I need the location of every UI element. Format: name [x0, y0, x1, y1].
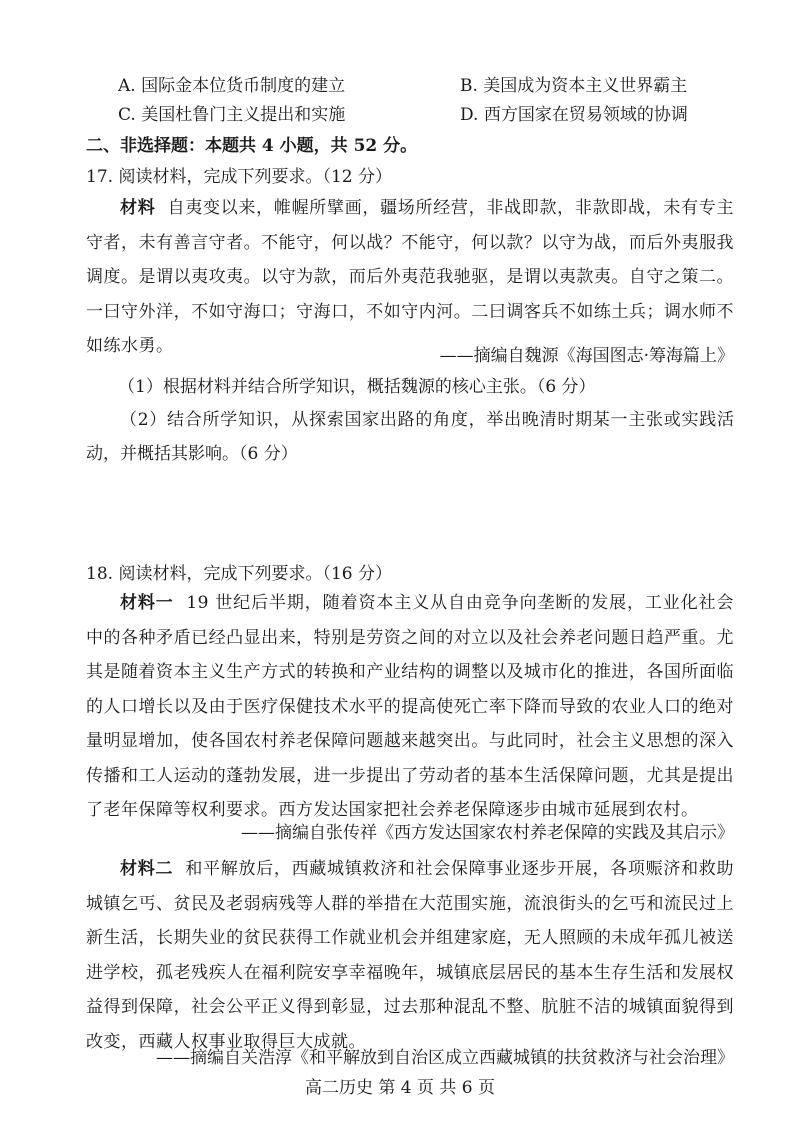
q18-material1	[86, 586, 734, 828]
page-footer: 高二历史 第 4 页 共 6 页	[304, 1078, 496, 1098]
q18-material2-label: 材料二	[120, 859, 174, 879]
q18-source2: ——摘编自关浩淳《和平解放到自治区成立西藏城镇的扶贫救济与社会治理》	[156, 1048, 734, 1068]
q18-source1: ——摘编自张传祥《西方发达国家农村养老保障的实践及其启示》	[241, 823, 734, 843]
q18-material2-text: 和平解放后，西藏城镇救济和社会保障事业逐步开展，各项赈济和救助城镇乞丐、贫民及老弱病残等人群的举措在大范围实施，流浪街头的乞丐和流民过上新生活，长期失业的贫民获得工作就业机会并组建家庭，无人照顾的未成年孤儿被送进学校，孤老残疾人在福利院安享幸福晚年，城镇底层居民的基本生存生活和发展权益得到保障，社会公平正义得到彰显，过去那种混乱不整、肮脏不洁的城镇面貌得到改变，西藏人权事业取得巨大成就。	[86, 859, 735, 1052]
option-b: B. 美国成为资本主义世界霸主	[460, 76, 688, 96]
q18-material2	[86, 852, 734, 1059]
option-d: D. 西方国家在贸易领域的协调	[460, 105, 688, 125]
section-heading: 二、非选择题：本题共 4 小题，共 52 分。	[86, 136, 418, 156]
q18-material1-text: 19 世纪后半期，随着资本主义从自由竞争向垄断的发展，工业化社会中的各种矛盾已经凸显出来，特别是劳资之间的对立以及社会养老问题日趋严重。尤其是随着资本主义生产方式的转换和产业结构的调整以及城市化的推进，各国所面临的人口增长以及由于医疗保健技术水平的提高使死亡率下降而导致的农业人口的绝对量明显增加，使各国农村养老保障问题越来越突出。与此同时，社会主义思想的深入传播和工人运动的蓬勃发展，进一步提出了劳动者的基本生活保障问题，尤其是提出了老年保障等权利要求。西方发达国家把社会养老保障逐步由城市延展到农村。	[86, 593, 735, 820]
q17-material	[86, 191, 734, 364]
q18-material1-label: 材料一	[120, 593, 174, 613]
option-c: C. 美国杜鲁门主义提出和实施	[118, 105, 346, 125]
q17-title: 17. 阅读材料，完成下列要求。（12 分）	[86, 167, 392, 187]
q18-title: 18. 阅读材料，完成下列要求。（16 分）	[86, 564, 392, 584]
option-a: A. 国际金本位货币制度的建立	[118, 76, 346, 96]
q17-sub1: （1）根据材料并结合所学知识，概括魏源的核心主张。（6 分）	[118, 377, 596, 397]
q17-material-label: 材料	[120, 198, 156, 218]
q17-sub2: （2）结合所学知识，从探索国家出路的角度，举出晚清时期某一主张或实践活动，并概括其影响。（6 分）	[86, 410, 734, 464]
q17-source: ——摘编自魏源《海国图志·筹海篇上》	[439, 346, 734, 366]
q17-material-text: 自夷变以来，帷幄所擘画，疆场所经营，非战即款，非款即战，未有专主守者，未有善言守者。不能守，何以战？不能守，何以款？以守为战，而后外夷服我调度。是谓以夷攻夷。以守为款，而后外夷范我驰驱，是谓以夷款夷。自守之策二。一曰守外洋，不如守海口；守海口，不如守内河。二曰调客兵不如练土兵；调水师不如练水勇。	[86, 198, 735, 356]
